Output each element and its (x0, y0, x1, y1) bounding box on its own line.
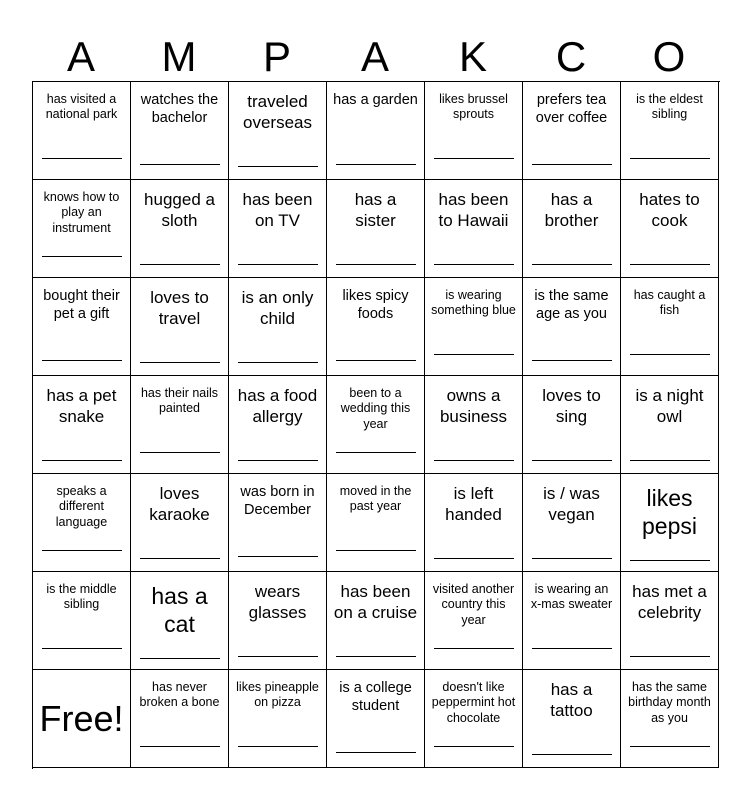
signature-line[interactable] (140, 452, 220, 453)
signature-line[interactable] (140, 164, 220, 165)
bingo-cell[interactable] (33, 572, 131, 670)
bingo-cell[interactable] (523, 376, 621, 474)
cell-prompt: has a sister (354, 190, 397, 230)
cell-prompt: has a cat (151, 583, 208, 638)
signature-line[interactable] (238, 166, 318, 167)
cell-prompt: hates to cook (639, 190, 700, 230)
signature-line[interactable] (630, 354, 710, 355)
bingo-cell[interactable] (33, 82, 131, 180)
signature-line[interactable] (336, 550, 416, 551)
header-letter: P (262, 33, 291, 80)
cell-prompt: visited another country this year (432, 582, 515, 627)
bingo-cell[interactable] (33, 474, 131, 572)
cell-prompt: has been on a cruise (333, 582, 418, 622)
bingo-cell[interactable] (523, 474, 621, 572)
bingo-cell[interactable] (229, 670, 327, 768)
cell-prompt: is a college student (339, 680, 412, 714)
cell-prompt: has caught a fish (633, 288, 706, 318)
signature-line[interactable] (238, 556, 318, 557)
bingo-cell[interactable] (425, 82, 523, 180)
cell-prompt: is wearing something blue (431, 288, 516, 318)
bingo-cell[interactable] (33, 670, 131, 768)
signature-line[interactable] (42, 550, 122, 551)
signature-line[interactable] (434, 158, 514, 159)
bingo-cell[interactable] (621, 376, 719, 474)
signature-line[interactable] (434, 264, 514, 265)
bingo-cell[interactable] (327, 572, 425, 670)
bingo-cell[interactable] (229, 474, 327, 572)
signature-line[interactable] (532, 558, 612, 559)
cell-prompt: likes pineapple on pizza (236, 680, 319, 710)
cell-prompt: moved in the past year (339, 484, 412, 514)
header-letter: O (652, 33, 686, 80)
cell-prompt: has a food allergy (237, 386, 318, 426)
cell-prompt: is a night owl (635, 386, 704, 426)
bingo-cell[interactable] (33, 180, 131, 278)
header-letter: K (458, 33, 487, 80)
signature-line[interactable] (630, 264, 710, 265)
signature-line[interactable] (42, 648, 122, 649)
signature-line[interactable] (336, 264, 416, 265)
bingo-cell[interactable] (425, 474, 523, 572)
signature-line[interactable] (140, 362, 220, 363)
bingo-cell[interactable] (229, 278, 327, 376)
cell-prompt: is left handed (445, 484, 502, 524)
bingo-cell[interactable] (523, 82, 621, 180)
cell-prompt: has a brother (544, 190, 599, 230)
cell-prompt: has their nails painted (140, 386, 219, 416)
cell-prompt: has a tattoo (550, 680, 593, 720)
bingo-cell[interactable] (33, 376, 131, 474)
cell-prompt: likes spicy foods (342, 288, 409, 322)
signature-line[interactable] (532, 360, 612, 361)
bingo-cell[interactable] (131, 670, 229, 768)
signature-line[interactable] (238, 362, 318, 363)
signature-line[interactable] (336, 452, 416, 453)
bingo-cell[interactable] (621, 180, 719, 278)
signature-line[interactable] (140, 558, 220, 559)
bingo-cell[interactable] (131, 376, 229, 474)
bingo-cell[interactable] (131, 474, 229, 572)
signature-line[interactable] (140, 658, 220, 659)
bingo-grid (32, 81, 720, 769)
bingo-cell[interactable] (327, 376, 425, 474)
bingo-cell[interactable] (523, 572, 621, 670)
cell-prompt: knows how to play an instrument (43, 190, 120, 235)
bingo-cell[interactable] (523, 670, 621, 768)
cell-prompt: has a pet snake (46, 386, 117, 426)
cell-prompt: speaks a different language (55, 484, 108, 529)
header-letter: A (66, 33, 95, 80)
cell-prompt: has been to Hawaii (438, 190, 509, 230)
signature-line[interactable] (532, 164, 612, 165)
signature-line[interactable] (42, 158, 122, 159)
signature-line[interactable] (434, 460, 514, 461)
bingo-cell[interactable] (131, 572, 229, 670)
signature-line[interactable] (336, 656, 416, 657)
bingo-header (32, 34, 720, 80)
signature-line[interactable] (336, 164, 416, 165)
bingo-cell[interactable] (425, 278, 523, 376)
signature-line[interactable] (630, 746, 710, 747)
bingo-cell[interactable] (425, 376, 523, 474)
signature-line[interactable] (336, 360, 416, 361)
bingo-cell[interactable] (229, 376, 327, 474)
signature-line[interactable] (238, 746, 318, 747)
signature-line[interactable] (434, 558, 514, 559)
bingo-cell[interactable] (131, 278, 229, 376)
signature-line[interactable] (140, 746, 220, 747)
bingo-cell[interactable] (425, 572, 523, 670)
bingo-cell[interactable] (229, 82, 327, 180)
signature-line[interactable] (42, 460, 122, 461)
cell-prompt: watches the bachelor (140, 92, 219, 126)
cell-prompt: has a garden (333, 92, 418, 108)
cell-prompt: has the same birthday month as you (628, 680, 711, 725)
cell-prompt: doesn't like peppermint hot chocolate (431, 680, 516, 725)
header-letter: M (161, 33, 197, 80)
signature-line[interactable] (630, 460, 710, 461)
bingo-cell[interactable] (131, 180, 229, 278)
bingo-cell[interactable] (425, 670, 523, 768)
cell-prompt: is wearing an x-mas sweater (530, 582, 613, 612)
signature-line[interactable] (532, 264, 612, 265)
cell-prompt: prefers tea over coffee (535, 92, 608, 126)
cell-prompt: hugged a sloth (144, 190, 215, 230)
cell-prompt: is an only child (241, 288, 314, 328)
bingo-cell[interactable] (33, 278, 131, 376)
cell-prompt: loves to travel (150, 288, 209, 328)
cell-prompt: loves to sing (542, 386, 601, 426)
bingo-cell[interactable] (523, 180, 621, 278)
signature-line[interactable] (42, 256, 122, 257)
bingo-cell[interactable] (425, 180, 523, 278)
cell-prompt: is the same age as you (534, 288, 609, 322)
cell-prompt: is / was vegan (543, 484, 600, 524)
signature-line[interactable] (42, 360, 122, 361)
bingo-cell[interactable] (327, 82, 425, 180)
signature-line[interactable] (140, 264, 220, 265)
cell-prompt: has visited a national park (45, 92, 118, 122)
bingo-cell[interactable] (621, 278, 719, 376)
signature-line[interactable] (336, 752, 416, 753)
cell-prompt: been to a wedding this year (340, 386, 411, 431)
cell-prompt: has met a celebrity (632, 582, 707, 622)
header-letter: A (360, 33, 389, 80)
cell-prompt: is the eldest sibling (636, 92, 703, 122)
signature-line[interactable] (238, 656, 318, 657)
signature-line[interactable] (630, 158, 710, 159)
signature-line[interactable] (532, 648, 612, 649)
cell-prompt: was born in December (240, 484, 315, 518)
signature-line[interactable] (532, 460, 612, 461)
cell-prompt: has never broken a bone (139, 680, 220, 710)
bingo-cell[interactable] (621, 572, 719, 670)
bingo-cell[interactable] (229, 180, 327, 278)
signature-line[interactable] (434, 648, 514, 649)
cell-prompt: loves karaoke (149, 484, 210, 524)
bingo-cell[interactable] (621, 82, 719, 180)
cell-prompt: is the middle sibling (46, 582, 117, 612)
bingo-cell[interactable] (131, 82, 229, 180)
bingo-cell[interactable] (621, 474, 719, 572)
signature-line[interactable] (434, 354, 514, 355)
signature-line[interactable] (630, 560, 710, 561)
bingo-cell[interactable] (523, 278, 621, 376)
cell-prompt: owns a business (439, 386, 508, 426)
cell-prompt: likes brussel sprouts (439, 92, 508, 122)
bingo-cell[interactable] (327, 670, 425, 768)
free-space-label: Free! (39, 697, 124, 739)
bingo-cell[interactable] (327, 278, 425, 376)
bingo-cell[interactable] (327, 180, 425, 278)
signature-line[interactable] (434, 746, 514, 747)
signature-line[interactable] (238, 460, 318, 461)
signature-line[interactable] (238, 264, 318, 265)
cell-prompt: has been on TV (242, 190, 313, 230)
cell-prompt: likes pepsi (642, 485, 697, 540)
header-letter: C (555, 33, 587, 80)
signature-line[interactable] (532, 754, 612, 755)
signature-line[interactable] (630, 656, 710, 657)
bingo-cell[interactable] (621, 670, 719, 768)
cell-prompt: wears glasses (248, 582, 307, 622)
bingo-cell[interactable] (229, 572, 327, 670)
cell-prompt: traveled overseas (243, 92, 312, 132)
cell-prompt: bought their pet a gift (43, 288, 120, 322)
bingo-cell[interactable] (327, 474, 425, 572)
